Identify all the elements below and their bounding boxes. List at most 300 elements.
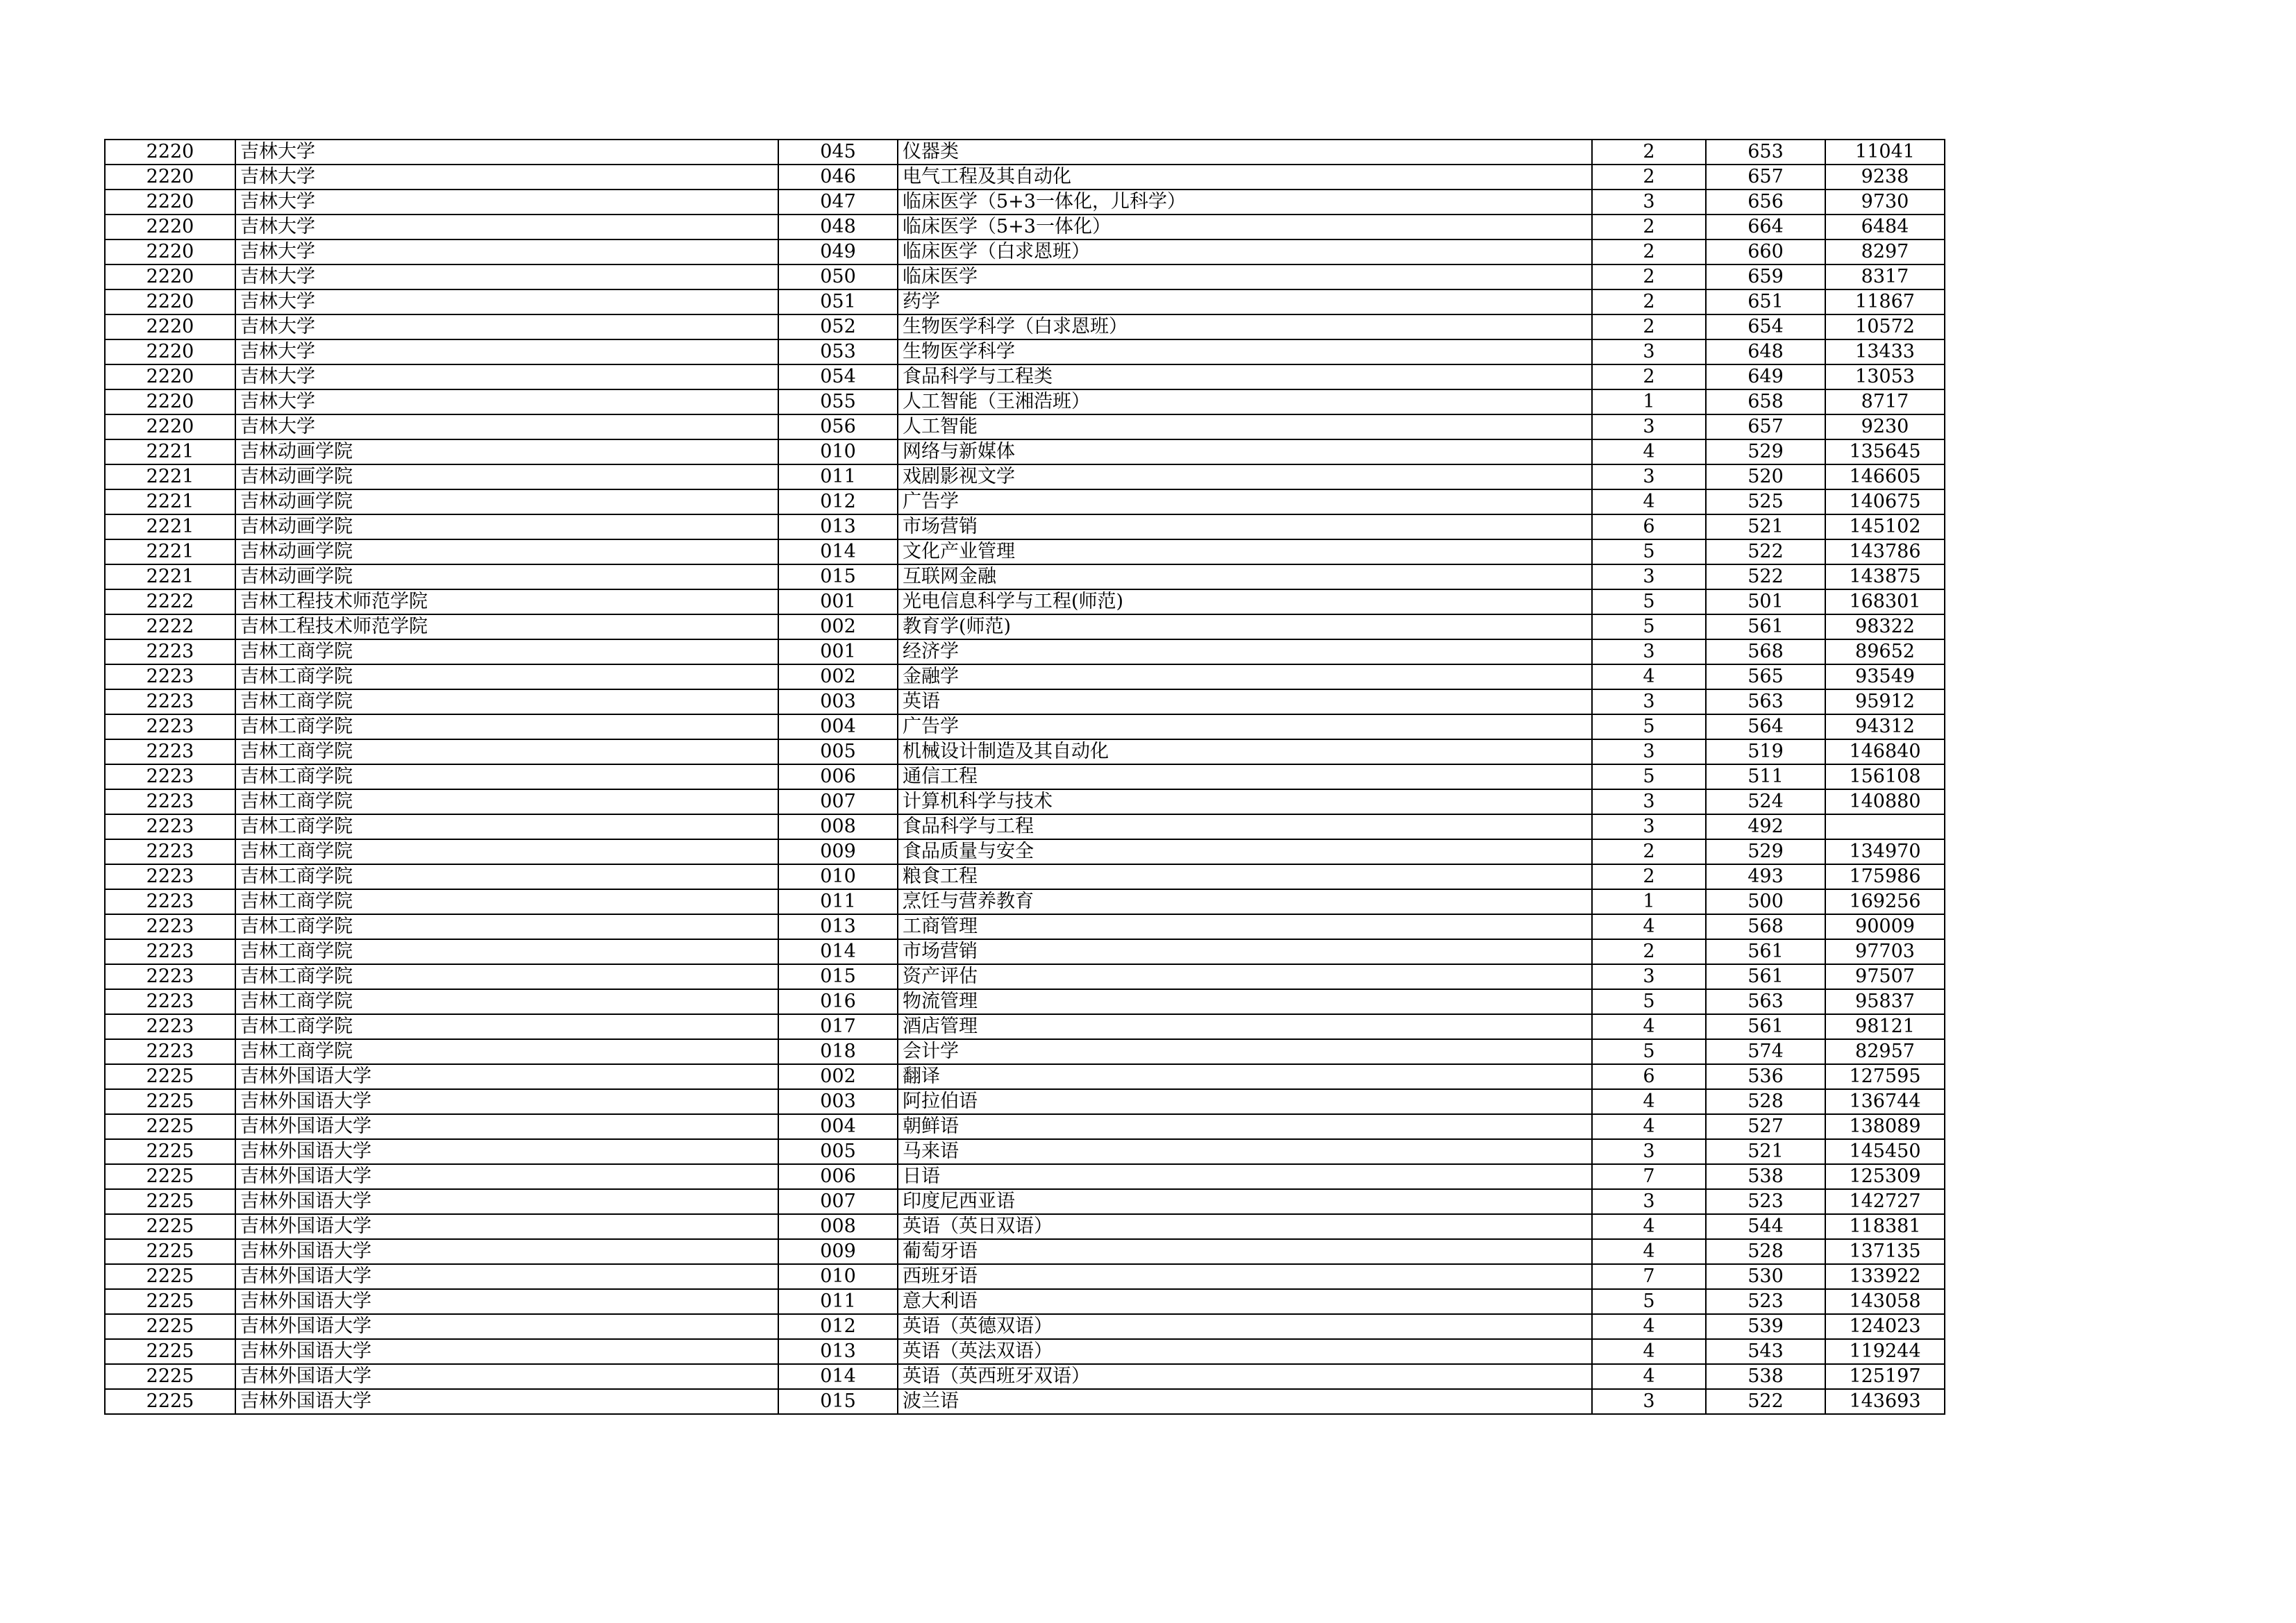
min-rank-cell: 134970 (1825, 839, 1945, 864)
plan-count-cell: 3 (1592, 639, 1706, 664)
plan-count-cell: 3 (1592, 1139, 1706, 1164)
major-name-cell: 会计学 (898, 1039, 1592, 1064)
table-row (105, 964, 1945, 989)
min-score-cell: 544 (1706, 1214, 1825, 1239)
plan-count-cell: 4 (1592, 1364, 1706, 1389)
major-code-cell: 012 (778, 1314, 898, 1339)
major-name-cell: 西班牙语 (898, 1264, 1592, 1289)
min-score-cell: 564 (1706, 714, 1825, 739)
school-code-cell: 2225 (105, 1064, 235, 1089)
min-score-cell: 651 (1706, 289, 1825, 314)
school-code-cell: 2221 (105, 514, 235, 539)
school-name-cell: 吉林大学 (235, 289, 778, 314)
major-code-cell: 008 (778, 814, 898, 839)
major-name-cell: 英语 (898, 689, 1592, 714)
school-name-cell: 吉林工商学院 (235, 889, 778, 914)
min-score-cell: 568 (1706, 914, 1825, 939)
min-rank-cell: 90009 (1825, 914, 1945, 939)
min-rank-cell: 9238 (1825, 165, 1945, 190)
major-name-cell: 光电信息科学与工程(师范) (898, 589, 1592, 614)
table-row (105, 639, 1945, 664)
min-rank-cell: 97703 (1825, 939, 1945, 964)
major-code-cell: 007 (778, 1189, 898, 1214)
school-name-cell: 吉林外国语大学 (235, 1364, 778, 1389)
plan-count-cell: 4 (1592, 1014, 1706, 1039)
min-rank-cell: 8317 (1825, 264, 1945, 289)
min-score-cell: 523 (1706, 1189, 1825, 1214)
major-name-cell: 食品科学与工程 (898, 814, 1592, 839)
major-name-cell: 临床医学（5+3一体化，儿科学） (898, 190, 1592, 215)
min-score-cell: 500 (1706, 889, 1825, 914)
major-name-cell: 药学 (898, 289, 1592, 314)
major-code-cell: 017 (778, 1014, 898, 1039)
min-rank-cell (1825, 814, 1945, 839)
table-row (105, 489, 1945, 514)
table-row (105, 564, 1945, 589)
school-code-cell: 2222 (105, 589, 235, 614)
table-row (105, 364, 1945, 389)
school-code-cell: 2225 (105, 1139, 235, 1164)
min-rank-cell: 124023 (1825, 1314, 1945, 1339)
plan-count-cell: 1 (1592, 889, 1706, 914)
school-name-cell: 吉林大学 (235, 339, 778, 364)
min-rank-cell: 156108 (1825, 764, 1945, 789)
min-rank-cell: 13053 (1825, 364, 1945, 389)
major-name-cell: 通信工程 (898, 764, 1592, 789)
school-code-cell: 2223 (105, 939, 235, 964)
school-name-cell: 吉林外国语大学 (235, 1264, 778, 1289)
min-rank-cell: 119244 (1825, 1339, 1945, 1364)
school-name-cell: 吉林大学 (235, 314, 778, 339)
school-code-cell: 2225 (105, 1089, 235, 1114)
school-name-cell: 吉林大学 (235, 264, 778, 289)
school-name-cell: 吉林工商学院 (235, 639, 778, 664)
min-rank-cell: 138089 (1825, 1114, 1945, 1139)
min-score-cell: 520 (1706, 464, 1825, 489)
major-name-cell: 市场营销 (898, 939, 1592, 964)
plan-count-cell: 3 (1592, 739, 1706, 764)
table-row (105, 914, 1945, 939)
school-code-cell: 2220 (105, 140, 235, 165)
major-code-cell: 011 (778, 889, 898, 914)
major-name-cell: 粮食工程 (898, 864, 1592, 889)
school-name-cell: 吉林外国语大学 (235, 1164, 778, 1189)
major-name-cell: 印度尼西亚语 (898, 1189, 1592, 1214)
plan-count-cell: 3 (1592, 689, 1706, 714)
plan-count-cell: 3 (1592, 339, 1706, 364)
school-code-cell: 2220 (105, 414, 235, 439)
major-name-cell: 英语（英日双语） (898, 1214, 1592, 1239)
major-code-cell: 054 (778, 364, 898, 389)
school-code-cell: 2225 (105, 1389, 235, 1414)
school-code-cell: 2220 (105, 239, 235, 264)
table-row (105, 1164, 1945, 1189)
school-code-cell: 2223 (105, 689, 235, 714)
min-score-cell: 563 (1706, 689, 1825, 714)
major-name-cell: 烹饪与营养教育 (898, 889, 1592, 914)
min-score-cell: 493 (1706, 864, 1825, 889)
major-code-cell: 005 (778, 739, 898, 764)
school-name-cell: 吉林工商学院 (235, 664, 778, 689)
school-code-cell: 2220 (105, 190, 235, 215)
plan-count-cell: 4 (1592, 1114, 1706, 1139)
major-name-cell: 人工智能（王湘浩班） (898, 389, 1592, 414)
school-name-cell: 吉林工程技术师范学院 (235, 589, 778, 614)
min-score-cell: 539 (1706, 1314, 1825, 1339)
school-name-cell: 吉林大学 (235, 140, 778, 165)
table-row (105, 414, 1945, 439)
major-name-cell: 戏剧影视文学 (898, 464, 1592, 489)
min-score-cell: 529 (1706, 839, 1825, 864)
table-row (105, 814, 1945, 839)
min-rank-cell: 93549 (1825, 664, 1945, 689)
min-rank-cell: 145450 (1825, 1139, 1945, 1164)
table-row (105, 664, 1945, 689)
school-code-cell: 2225 (105, 1189, 235, 1214)
school-name-cell: 吉林动画学院 (235, 514, 778, 539)
min-rank-cell: 95837 (1825, 989, 1945, 1014)
table-row (105, 1239, 1945, 1264)
school-name-cell: 吉林外国语大学 (235, 1064, 778, 1089)
major-name-cell: 电气工程及其自动化 (898, 165, 1592, 190)
school-name-cell: 吉林外国语大学 (235, 1089, 778, 1114)
table-row (105, 589, 1945, 614)
school-code-cell: 2223 (105, 789, 235, 814)
school-code-cell: 2223 (105, 814, 235, 839)
major-code-cell: 046 (778, 165, 898, 190)
plan-count-cell: 5 (1592, 589, 1706, 614)
major-code-cell: 009 (778, 1239, 898, 1264)
table-row (105, 514, 1945, 539)
major-code-cell: 056 (778, 414, 898, 439)
min-rank-cell: 125197 (1825, 1364, 1945, 1389)
table-row (105, 314, 1945, 339)
plan-count-cell: 4 (1592, 1339, 1706, 1364)
min-rank-cell: 118381 (1825, 1214, 1945, 1239)
table-row (105, 614, 1945, 639)
major-code-cell: 007 (778, 789, 898, 814)
major-code-cell: 014 (778, 939, 898, 964)
major-code-cell: 014 (778, 1364, 898, 1389)
min-score-cell: 511 (1706, 764, 1825, 789)
major-name-cell: 临床医学（白求恩班） (898, 239, 1592, 264)
school-name-cell: 吉林外国语大学 (235, 1239, 778, 1264)
min-score-cell: 561 (1706, 614, 1825, 639)
min-rank-cell: 169256 (1825, 889, 1945, 914)
school-code-cell: 2220 (105, 289, 235, 314)
plan-count-cell: 3 (1592, 1189, 1706, 1214)
min-score-cell: 524 (1706, 789, 1825, 814)
major-code-cell: 004 (778, 714, 898, 739)
plan-count-cell: 2 (1592, 839, 1706, 864)
min-score-cell: 538 (1706, 1364, 1825, 1389)
major-code-cell: 004 (778, 1114, 898, 1139)
major-name-cell: 意大利语 (898, 1289, 1592, 1314)
plan-count-cell: 2 (1592, 239, 1706, 264)
school-name-cell: 吉林大学 (235, 364, 778, 389)
major-code-cell: 013 (778, 1339, 898, 1364)
table-row (105, 1264, 1945, 1289)
major-name-cell: 英语（英法双语） (898, 1339, 1592, 1364)
table-row (105, 689, 1945, 714)
major-code-cell: 048 (778, 215, 898, 239)
table-row (105, 1089, 1945, 1114)
min-rank-cell: 98121 (1825, 1014, 1945, 1039)
plan-count-cell: 4 (1592, 1214, 1706, 1239)
major-name-cell: 英语（英德双语） (898, 1314, 1592, 1339)
major-code-cell: 049 (778, 239, 898, 264)
plan-count-cell: 2 (1592, 140, 1706, 165)
min-rank-cell: 133922 (1825, 1264, 1945, 1289)
min-score-cell: 530 (1706, 1264, 1825, 1289)
plan-count-cell: 7 (1592, 1264, 1706, 1289)
table-row (105, 1289, 1945, 1314)
school-name-cell: 吉林外国语大学 (235, 1214, 778, 1239)
plan-count-cell: 4 (1592, 664, 1706, 689)
school-code-cell: 2225 (105, 1214, 235, 1239)
school-code-cell: 2220 (105, 165, 235, 190)
school-name-cell: 吉林工商学院 (235, 739, 778, 764)
min-score-cell: 565 (1706, 664, 1825, 689)
min-rank-cell: 9230 (1825, 414, 1945, 439)
min-score-cell: 660 (1706, 239, 1825, 264)
school-name-cell: 吉林动画学院 (235, 439, 778, 464)
major-code-cell: 051 (778, 289, 898, 314)
major-name-cell: 教育学(师范) (898, 614, 1592, 639)
major-name-cell: 工商管理 (898, 914, 1592, 939)
school-code-cell: 2223 (105, 664, 235, 689)
school-name-cell: 吉林工程技术师范学院 (235, 614, 778, 639)
major-code-cell: 010 (778, 1264, 898, 1289)
major-name-cell: 临床医学 (898, 264, 1592, 289)
school-code-cell: 2223 (105, 764, 235, 789)
table-row (105, 989, 1945, 1014)
plan-count-cell: 2 (1592, 939, 1706, 964)
min-score-cell: 657 (1706, 165, 1825, 190)
table-row (105, 939, 1945, 964)
plan-count-cell: 7 (1592, 1164, 1706, 1189)
school-name-cell: 吉林工商学院 (235, 839, 778, 864)
table-row (105, 215, 1945, 239)
plan-count-cell: 4 (1592, 439, 1706, 464)
school-name-cell: 吉林工商学院 (235, 764, 778, 789)
major-name-cell: 仪器类 (898, 140, 1592, 165)
major-code-cell: 013 (778, 914, 898, 939)
major-name-cell: 临床医学（5+3一体化） (898, 215, 1592, 239)
table-row (105, 264, 1945, 289)
major-code-cell: 011 (778, 1289, 898, 1314)
school-code-cell: 2225 (105, 1364, 235, 1389)
school-code-cell: 2220 (105, 264, 235, 289)
min-score-cell: 543 (1706, 1339, 1825, 1364)
min-rank-cell: 143693 (1825, 1389, 1945, 1414)
min-rank-cell: 127595 (1825, 1064, 1945, 1089)
school-name-cell: 吉林大学 (235, 239, 778, 264)
table-row (105, 789, 1945, 814)
plan-count-cell: 4 (1592, 489, 1706, 514)
school-code-cell: 2223 (105, 864, 235, 889)
major-code-cell: 008 (778, 1214, 898, 1239)
school-code-cell: 2223 (105, 839, 235, 864)
min-score-cell: 521 (1706, 514, 1825, 539)
min-score-cell: 563 (1706, 989, 1825, 1014)
min-rank-cell: 11867 (1825, 289, 1945, 314)
major-name-cell: 机械设计制造及其自动化 (898, 739, 1592, 764)
school-name-cell: 吉林外国语大学 (235, 1189, 778, 1214)
min-rank-cell: 136744 (1825, 1089, 1945, 1114)
min-score-cell: 654 (1706, 314, 1825, 339)
major-name-cell: 翻译 (898, 1064, 1592, 1089)
major-code-cell: 053 (778, 339, 898, 364)
school-code-cell: 2221 (105, 464, 235, 489)
plan-count-cell: 2 (1592, 364, 1706, 389)
table-row (105, 190, 1945, 215)
major-name-cell: 资产评估 (898, 964, 1592, 989)
plan-count-cell: 3 (1592, 789, 1706, 814)
major-code-cell: 003 (778, 689, 898, 714)
table-row (105, 1114, 1945, 1139)
school-name-cell: 吉林工商学院 (235, 689, 778, 714)
school-code-cell: 2225 (105, 1339, 235, 1364)
school-code-cell: 2225 (105, 1289, 235, 1314)
major-code-cell: 018 (778, 1039, 898, 1064)
min-score-cell: 525 (1706, 489, 1825, 514)
school-name-cell: 吉林大学 (235, 165, 778, 190)
min-rank-cell: 89652 (1825, 639, 1945, 664)
table-row (105, 764, 1945, 789)
min-score-cell: 528 (1706, 1239, 1825, 1264)
table-row (105, 1039, 1945, 1064)
major-name-cell: 网络与新媒体 (898, 439, 1592, 464)
major-code-cell: 012 (778, 489, 898, 514)
min-score-cell: 659 (1706, 264, 1825, 289)
table-row (105, 239, 1945, 264)
min-score-cell: 658 (1706, 389, 1825, 414)
major-code-cell: 006 (778, 764, 898, 789)
major-name-cell: 广告学 (898, 489, 1592, 514)
major-code-cell: 009 (778, 839, 898, 864)
major-name-cell: 阿拉伯语 (898, 1089, 1592, 1114)
major-name-cell: 朝鲜语 (898, 1114, 1592, 1139)
school-name-cell: 吉林工商学院 (235, 789, 778, 814)
plan-count-cell: 2 (1592, 264, 1706, 289)
min-score-cell: 522 (1706, 539, 1825, 564)
min-score-cell: 561 (1706, 1014, 1825, 1039)
plan-count-cell: 3 (1592, 564, 1706, 589)
plan-count-cell: 3 (1592, 190, 1706, 215)
major-name-cell: 酒店管理 (898, 1014, 1592, 1039)
min-rank-cell: 10572 (1825, 314, 1945, 339)
school-name-cell: 吉林外国语大学 (235, 1114, 778, 1139)
school-code-cell: 2223 (105, 739, 235, 764)
table-row (105, 439, 1945, 464)
plan-count-cell: 5 (1592, 764, 1706, 789)
min-rank-cell: 6484 (1825, 215, 1945, 239)
min-rank-cell: 8717 (1825, 389, 1945, 414)
min-score-cell: 649 (1706, 364, 1825, 389)
table-row (105, 739, 1945, 764)
school-name-cell: 吉林大学 (235, 190, 778, 215)
min-rank-cell: 13433 (1825, 339, 1945, 364)
table-row (105, 1189, 1945, 1214)
major-code-cell: 002 (778, 1064, 898, 1089)
min-rank-cell: 137135 (1825, 1239, 1945, 1264)
min-score-cell: 529 (1706, 439, 1825, 464)
school-name-cell: 吉林外国语大学 (235, 1289, 778, 1314)
min-score-cell: 574 (1706, 1039, 1825, 1064)
plan-count-cell: 2 (1592, 165, 1706, 190)
school-code-cell: 2223 (105, 989, 235, 1014)
min-score-cell: 527 (1706, 1114, 1825, 1139)
plan-count-cell: 2 (1592, 289, 1706, 314)
major-name-cell: 金融学 (898, 664, 1592, 689)
plan-count-cell: 4 (1592, 914, 1706, 939)
school-code-cell: 2223 (105, 889, 235, 914)
min-rank-cell: 175986 (1825, 864, 1945, 889)
major-code-cell: 003 (778, 1089, 898, 1114)
table-row (105, 839, 1945, 864)
school-name-cell: 吉林大学 (235, 215, 778, 239)
major-code-cell: 015 (778, 1389, 898, 1414)
min-rank-cell: 94312 (1825, 714, 1945, 739)
min-score-cell: 492 (1706, 814, 1825, 839)
plan-count-cell: 4 (1592, 1314, 1706, 1339)
min-rank-cell: 11041 (1825, 140, 1945, 165)
table-row (105, 389, 1945, 414)
school-name-cell: 吉林动画学院 (235, 489, 778, 514)
major-code-cell: 015 (778, 964, 898, 989)
min-score-cell: 561 (1706, 964, 1825, 989)
school-name-cell: 吉林工商学院 (235, 714, 778, 739)
min-score-cell: 528 (1706, 1089, 1825, 1114)
school-code-cell: 2221 (105, 564, 235, 589)
school-code-cell: 2225 (105, 1164, 235, 1189)
min-score-cell: 656 (1706, 190, 1825, 215)
min-rank-cell: 8297 (1825, 239, 1945, 264)
min-score-cell: 522 (1706, 564, 1825, 589)
min-rank-cell: 135645 (1825, 439, 1945, 464)
major-name-cell: 波兰语 (898, 1389, 1592, 1414)
min-score-cell: 501 (1706, 589, 1825, 614)
school-name-cell: 吉林动画学院 (235, 564, 778, 589)
school-name-cell: 吉林动画学院 (235, 464, 778, 489)
table-row (105, 864, 1945, 889)
min-rank-cell: 98322 (1825, 614, 1945, 639)
major-code-cell: 002 (778, 614, 898, 639)
major-code-cell: 010 (778, 439, 898, 464)
major-code-cell: 050 (778, 264, 898, 289)
school-name-cell: 吉林外国语大学 (235, 1314, 778, 1339)
school-code-cell: 2220 (105, 339, 235, 364)
school-code-cell: 2222 (105, 614, 235, 639)
school-name-cell: 吉林工商学院 (235, 939, 778, 964)
major-name-cell: 英语（英西班牙双语） (898, 1364, 1592, 1389)
school-name-cell: 吉林外国语大学 (235, 1389, 778, 1414)
school-code-cell: 2223 (105, 714, 235, 739)
table-row (105, 1364, 1945, 1389)
table-row (105, 1314, 1945, 1339)
major-name-cell: 生物医学科学 (898, 339, 1592, 364)
table-body (105, 140, 1945, 1414)
min-score-cell: 657 (1706, 414, 1825, 439)
school-name-cell: 吉林大学 (235, 414, 778, 439)
school-code-cell: 2223 (105, 1014, 235, 1039)
major-code-cell: 016 (778, 989, 898, 1014)
major-code-cell: 005 (778, 1139, 898, 1164)
school-name-cell: 吉林工商学院 (235, 964, 778, 989)
table-row (105, 1064, 1945, 1089)
plan-count-cell: 3 (1592, 464, 1706, 489)
